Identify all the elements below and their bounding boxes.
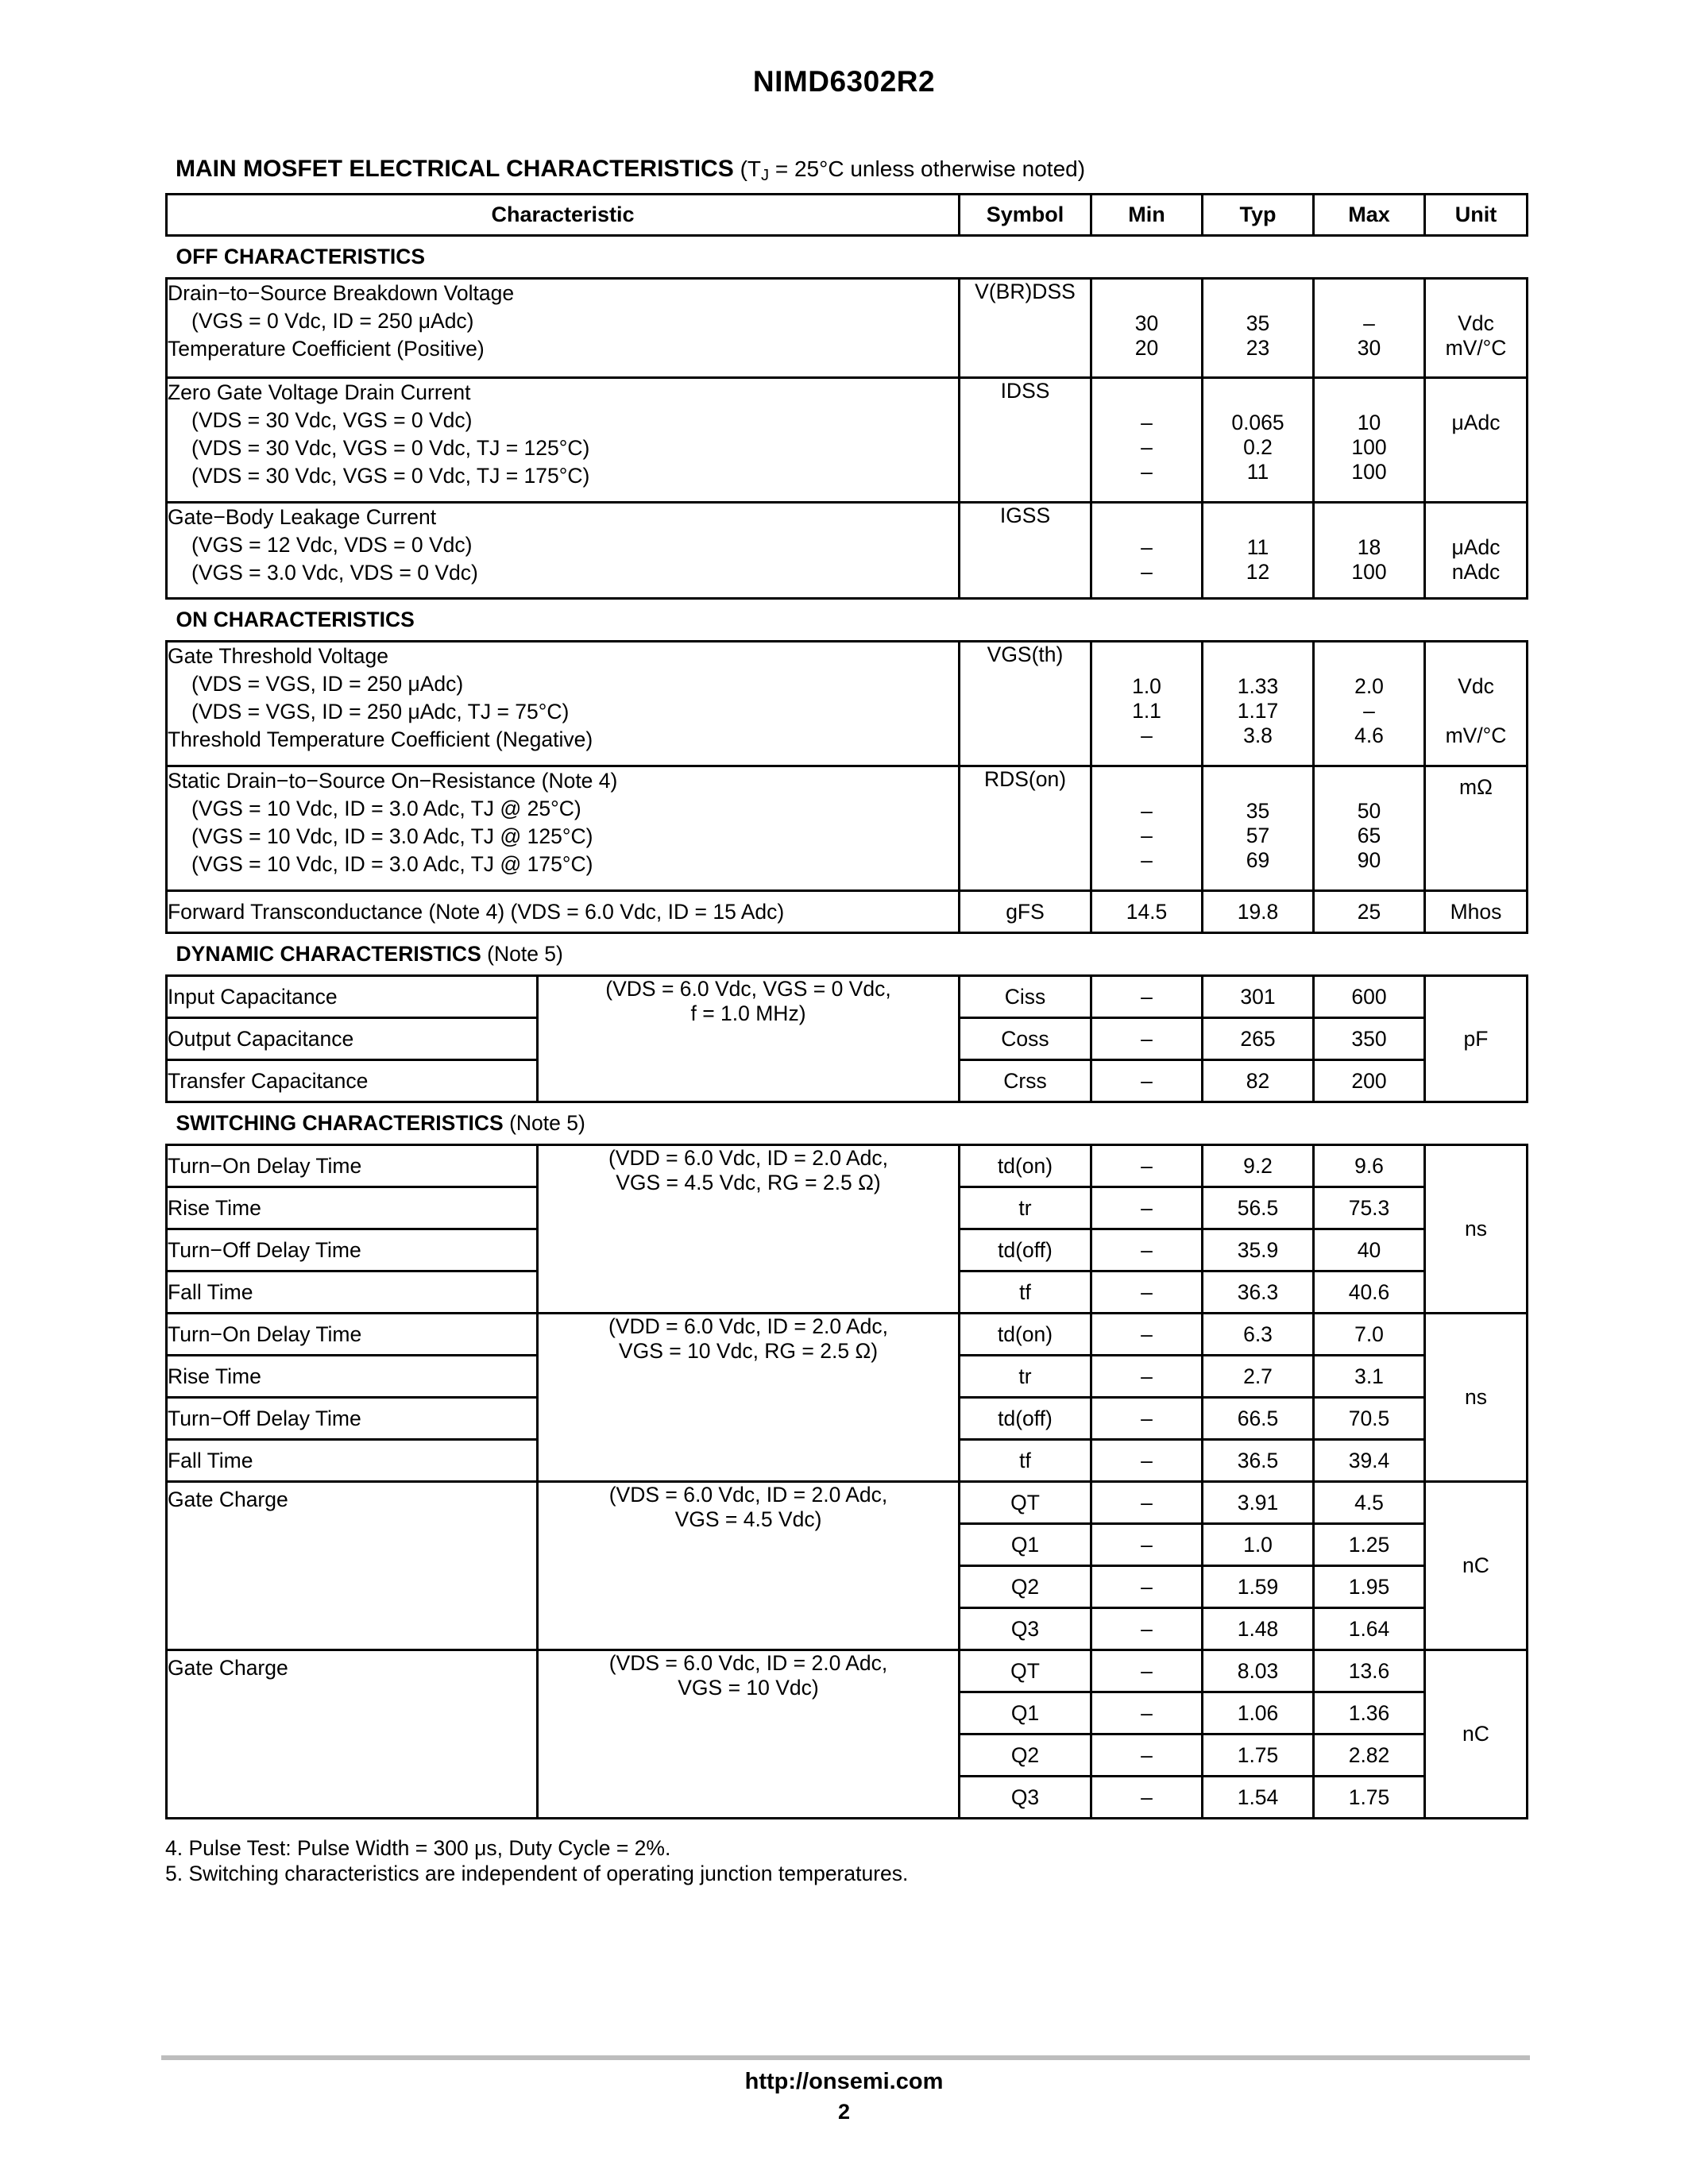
min-cell: – bbox=[1091, 1566, 1203, 1608]
unit-cell: nC bbox=[1425, 1482, 1528, 1650]
typ-cell: 36.5 bbox=[1203, 1440, 1314, 1482]
heading-bold: MAIN MOSFET ELECTRICAL CHARACTERISTICS bbox=[176, 156, 734, 182]
characteristic-cell: Fall Time bbox=[167, 1440, 538, 1482]
table-row bbox=[167, 503, 1528, 599]
characteristic-cell: Drain−to−Source Breakdown Voltage (VGS = 0 Vdc, ID = 250 μAdc) Temperature Coefficient (Positive) bbox=[167, 279, 960, 378]
min-cell: – bbox=[1091, 1692, 1203, 1734]
unit-cell: ns bbox=[1425, 1145, 1528, 1314]
max-cell: 13.6 bbox=[1314, 1650, 1425, 1692]
min-cell: – bbox=[1091, 1398, 1203, 1440]
max-cell: 25 bbox=[1314, 891, 1425, 933]
min-cell: – bbox=[1091, 1271, 1203, 1314]
min-cell: – bbox=[1091, 1734, 1203, 1777]
typ-cell: 2.7 bbox=[1203, 1356, 1314, 1398]
characteristic-cell: Turn−Off Delay Time bbox=[167, 1229, 538, 1271]
symbol-cell: RDS(on) bbox=[960, 766, 1091, 891]
typ-cell: 35 23 bbox=[1203, 279, 1314, 378]
max-cell: 10 100 100 bbox=[1314, 378, 1425, 503]
typ-cell: 1.06 bbox=[1203, 1692, 1314, 1734]
table-row bbox=[167, 891, 1528, 933]
heading-note: (TJ = 25°C unless otherwise noted) bbox=[740, 156, 1086, 185]
min-cell: – – – bbox=[1091, 378, 1203, 503]
min-cell: – bbox=[1091, 1314, 1203, 1356]
header-typ: Typ bbox=[1203, 195, 1314, 236]
document-title: NIMD6302R2 bbox=[752, 65, 936, 98]
symbol-cell: IGSS bbox=[960, 503, 1091, 599]
typ-cell: 301 bbox=[1203, 976, 1314, 1018]
symbol-cell: V(BR)DSS bbox=[960, 279, 1091, 378]
max-cell: 4.5 bbox=[1314, 1482, 1425, 1524]
section-heading bbox=[176, 156, 1085, 183]
min-cell: – bbox=[1091, 1777, 1203, 1819]
characteristic-cell: Rise Time bbox=[167, 1356, 538, 1398]
typ-cell: 265 bbox=[1203, 1018, 1314, 1060]
min-cell: – bbox=[1091, 1229, 1203, 1271]
characteristics-table bbox=[165, 193, 1528, 1819]
table-row bbox=[167, 976, 1528, 1018]
symbol-cell: VGS(th) bbox=[960, 642, 1091, 766]
symbol-cell: gFS bbox=[960, 891, 1091, 933]
unit-cell: Mhos bbox=[1425, 891, 1528, 933]
symbol-cell: IDSS bbox=[960, 378, 1091, 503]
max-cell: 70.5 bbox=[1314, 1398, 1425, 1440]
typ-cell: 8.03 bbox=[1203, 1650, 1314, 1692]
test-condition-cell: (VDS = 6.0 Vdc, ID = 2.0 Adc, VGS = 10 Vdc) bbox=[538, 1650, 960, 1819]
characteristic-cell: Input Capacitance bbox=[167, 976, 538, 1018]
min-cell: – bbox=[1091, 1060, 1203, 1102]
typ-cell: 6.3 bbox=[1203, 1314, 1314, 1356]
category-dynamic: DYNAMIC CHARACTERISTICS (Note 5) bbox=[167, 933, 1528, 976]
table-row bbox=[167, 1482, 1528, 1524]
min-cell: 30 20 bbox=[1091, 279, 1203, 378]
min-cell: – bbox=[1091, 976, 1203, 1018]
max-cell: 200 bbox=[1314, 1060, 1425, 1102]
min-cell: – bbox=[1091, 1145, 1203, 1187]
typ-cell: 66.5 bbox=[1203, 1398, 1314, 1440]
header-max: Max bbox=[1314, 195, 1425, 236]
symbol-cell: tr bbox=[960, 1187, 1091, 1229]
unit-cell: Vdc mV/°C bbox=[1425, 279, 1528, 378]
max-cell: 1.95 bbox=[1314, 1566, 1425, 1608]
unit-cell: Vdc mV/°C bbox=[1425, 642, 1528, 766]
table-row bbox=[167, 1145, 1528, 1187]
max-cell: 1.75 bbox=[1314, 1777, 1425, 1819]
max-cell: 40 bbox=[1314, 1229, 1425, 1271]
characteristic-cell: Turn−On Delay Time bbox=[167, 1145, 538, 1187]
max-cell: 18 100 bbox=[1314, 503, 1425, 599]
symbol-cell: td(off) bbox=[960, 1229, 1091, 1271]
min-cell: – bbox=[1091, 1187, 1203, 1229]
max-cell: – 30 bbox=[1314, 279, 1425, 378]
max-cell: 50 65 90 bbox=[1314, 766, 1425, 891]
page-number: 2 bbox=[837, 2100, 851, 2124]
symbol-cell: td(on) bbox=[960, 1314, 1091, 1356]
table-row bbox=[167, 378, 1528, 503]
typ-cell: 0.065 0.2 11 bbox=[1203, 378, 1314, 503]
max-cell: 39.4 bbox=[1314, 1440, 1425, 1482]
unit-cell: pF bbox=[1425, 976, 1528, 1102]
symbol-cell: Q3 bbox=[960, 1777, 1091, 1819]
typ-cell: 9.2 bbox=[1203, 1145, 1314, 1187]
symbol-cell: td(on) bbox=[960, 1145, 1091, 1187]
characteristic-cell: Gate Charge bbox=[167, 1650, 538, 1819]
max-cell: 2.82 bbox=[1314, 1734, 1425, 1777]
max-cell: 2.0 – 4.6 bbox=[1314, 642, 1425, 766]
typ-cell: 1.33 1.17 3.8 bbox=[1203, 642, 1314, 766]
typ-cell: 3.91 bbox=[1203, 1482, 1314, 1524]
characteristic-cell: Gate−Body Leakage Current (VGS = 12 Vdc, VDS = 0 Vdc) (VGS = 3.0 Vdc, VDS = 0 Vdc) bbox=[167, 503, 960, 599]
typ-cell: 35.9 bbox=[1203, 1229, 1314, 1271]
characteristic-cell: Turn−Off Delay Time bbox=[167, 1398, 538, 1440]
symbol-cell: Q3 bbox=[960, 1608, 1091, 1650]
symbol-cell: QT bbox=[960, 1482, 1091, 1524]
category-off: OFF CHARACTERISTICS bbox=[167, 236, 1528, 279]
typ-cell: 36.3 bbox=[1203, 1271, 1314, 1314]
unit-cell: nC bbox=[1425, 1650, 1528, 1819]
symbol-cell: Q1 bbox=[960, 1524, 1091, 1566]
symbol-cell: QT bbox=[960, 1650, 1091, 1692]
typ-cell: 1.59 bbox=[1203, 1566, 1314, 1608]
max-cell: 40.6 bbox=[1314, 1271, 1425, 1314]
max-cell: 1.25 bbox=[1314, 1524, 1425, 1566]
symbol-cell: tf bbox=[960, 1440, 1091, 1482]
characteristic-cell: Zero Gate Voltage Drain Current (VDS = 30 Vdc, VGS = 0 Vdc) (VDS = 30 Vdc, VGS = 0 Vdc, TJ = 125°C) (VDS = 30 Vdc, VGS = 0 Vdc, TJ = 175°C) bbox=[167, 378, 960, 503]
characteristic-cell: Gate Charge bbox=[167, 1482, 538, 1650]
test-condition-cell: (VDS = 6.0 Vdc, VGS = 0 Vdc, f = 1.0 MHz) bbox=[538, 976, 960, 1102]
header-unit: Unit bbox=[1425, 195, 1528, 236]
min-cell: – bbox=[1091, 1524, 1203, 1566]
footer-divider bbox=[161, 2055, 1530, 2060]
symbol-cell: Q2 bbox=[960, 1734, 1091, 1777]
min-cell: – bbox=[1091, 1018, 1203, 1060]
characteristic-cell: Static Drain−to−Source On−Resistance (Note 4) (VGS = 10 Vdc, ID = 3.0 Adc, TJ @ 25°C) (VGS = 10 Vdc, ID = 3.0 Adc, TJ @ 125°C) (VGS = 10 Vdc, ID = 3.0 Adc, TJ @ 175°C) bbox=[167, 766, 960, 891]
footer-url[interactable]: http://onsemi.com bbox=[744, 2069, 944, 2094]
symbol-cell: td(off) bbox=[960, 1398, 1091, 1440]
symbol-cell: tr bbox=[960, 1356, 1091, 1398]
max-cell: 350 bbox=[1314, 1018, 1425, 1060]
unit-cell: mΩ bbox=[1425, 766, 1528, 891]
typ-cell: 35 57 69 bbox=[1203, 766, 1314, 891]
min-cell: – bbox=[1091, 1608, 1203, 1650]
table-row bbox=[167, 1314, 1528, 1356]
unit-cell: μAdc nAdc bbox=[1425, 503, 1528, 599]
typ-cell: 1.48 bbox=[1203, 1608, 1314, 1650]
unit-cell: μAdc bbox=[1425, 378, 1528, 503]
typ-cell: 11 12 bbox=[1203, 503, 1314, 599]
table-header-row bbox=[167, 195, 1528, 236]
table-row bbox=[167, 1650, 1528, 1692]
header-min: Min bbox=[1091, 195, 1203, 236]
characteristic-cell: Fall Time bbox=[167, 1271, 538, 1314]
min-cell: – bbox=[1091, 1356, 1203, 1398]
typ-cell: 1.75 bbox=[1203, 1734, 1314, 1777]
unit-cell: ns bbox=[1425, 1314, 1528, 1482]
symbol-cell: tf bbox=[960, 1271, 1091, 1314]
footnote-5: 5. Switching characteristics are independent of operating junction temperatures. bbox=[165, 1862, 909, 1885]
typ-cell: 1.54 bbox=[1203, 1777, 1314, 1819]
min-cell: – – – bbox=[1091, 766, 1203, 891]
max-cell: 9.6 bbox=[1314, 1145, 1425, 1187]
table-row bbox=[167, 766, 1528, 891]
min-cell: 1.0 1.1 – bbox=[1091, 642, 1203, 766]
test-condition-cell: (VDD = 6.0 Vdc, ID = 2.0 Adc, VGS = 10 Vdc, RG = 2.5 Ω) bbox=[538, 1314, 960, 1482]
table-row bbox=[167, 279, 1528, 378]
test-condition-cell: (VDS = 6.0 Vdc, ID = 2.0 Adc, VGS = 4.5 Vdc) bbox=[538, 1482, 960, 1650]
min-cell: – bbox=[1091, 1440, 1203, 1482]
min-cell: – bbox=[1091, 1482, 1203, 1524]
symbol-cell: Q2 bbox=[960, 1566, 1091, 1608]
typ-cell: 56.5 bbox=[1203, 1187, 1314, 1229]
characteristic-cell: Rise Time bbox=[167, 1187, 538, 1229]
characteristic-cell: Output Capacitance bbox=[167, 1018, 538, 1060]
category-on: ON CHARACTERISTICS bbox=[167, 599, 1528, 642]
symbol-cell: Q1 bbox=[960, 1692, 1091, 1734]
characteristic-cell: Transfer Capacitance bbox=[167, 1060, 538, 1102]
characteristic-cell: Turn−On Delay Time bbox=[167, 1314, 538, 1356]
max-cell: 3.1 bbox=[1314, 1356, 1425, 1398]
min-cell: – bbox=[1091, 1650, 1203, 1692]
test-condition-cell: (VDD = 6.0 Vdc, ID = 2.0 Adc, VGS = 4.5 Vdc, RG = 2.5 Ω) bbox=[538, 1145, 960, 1314]
min-cell: 14.5 bbox=[1091, 891, 1203, 933]
table-row bbox=[167, 642, 1528, 766]
typ-cell: 19.8 bbox=[1203, 891, 1314, 933]
header-characteristic: Characteristic bbox=[167, 195, 960, 236]
category-switching: SWITCHING CHARACTERISTICS (Note 5) bbox=[167, 1102, 1528, 1145]
footnotes bbox=[165, 1835, 908, 1886]
max-cell: 75.3 bbox=[1314, 1187, 1425, 1229]
header-symbol: Symbol bbox=[960, 195, 1091, 236]
typ-cell: 1.0 bbox=[1203, 1524, 1314, 1566]
max-cell: 600 bbox=[1314, 976, 1425, 1018]
characteristic-cell: Gate Threshold Voltage (VDS = VGS, ID = 250 μAdc) (VDS = VGS, ID = 250 μAdc, TJ = 75°C) Threshold Temperature Coefficient (Negative) bbox=[167, 642, 960, 766]
symbol-cell: Coss bbox=[960, 1018, 1091, 1060]
footnote-4: 4. Pulse Test: Pulse Width = 300 μs, Duty Cycle = 2%. bbox=[165, 1836, 671, 1860]
max-cell: 1.36 bbox=[1314, 1692, 1425, 1734]
characteristic-cell: Forward Transconductance (Note 4) (VDS = 6.0 Vdc, ID = 15 Adc) bbox=[167, 891, 960, 933]
symbol-cell: Crss bbox=[960, 1060, 1091, 1102]
max-cell: 7.0 bbox=[1314, 1314, 1425, 1356]
symbol-cell: Ciss bbox=[960, 976, 1091, 1018]
min-cell: – – bbox=[1091, 503, 1203, 599]
typ-cell: 82 bbox=[1203, 1060, 1314, 1102]
max-cell: 1.64 bbox=[1314, 1608, 1425, 1650]
